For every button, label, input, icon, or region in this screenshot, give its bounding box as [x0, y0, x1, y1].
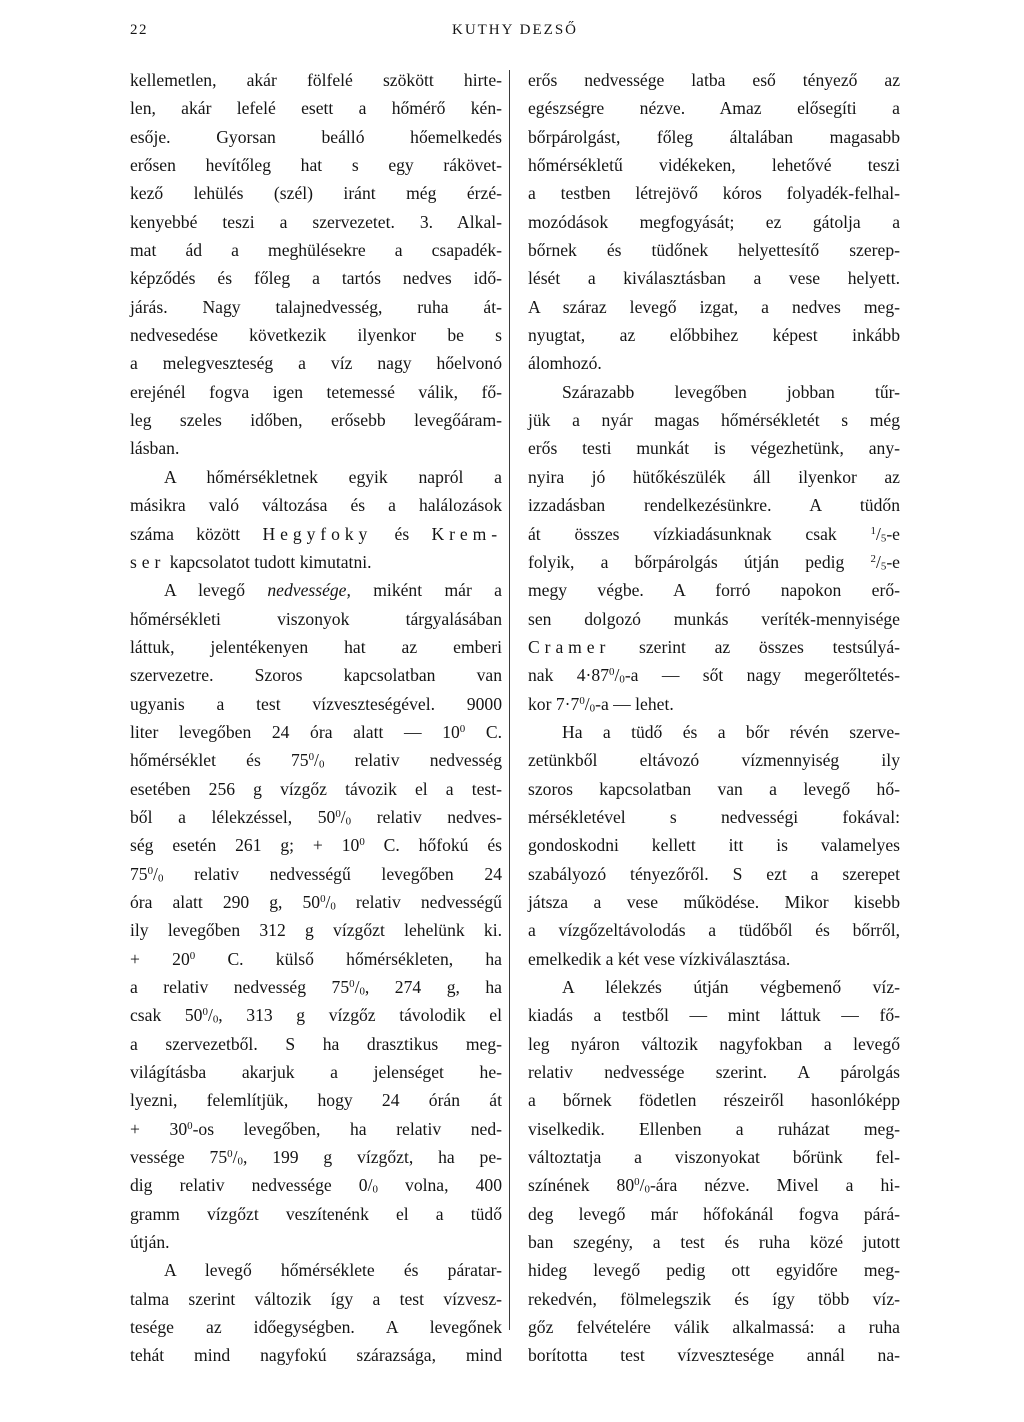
percent-sup: 0	[308, 751, 315, 764]
text-fragment: A levegő	[164, 580, 245, 601]
author-name: ser	[130, 551, 166, 572]
text-fragment: C.	[485, 721, 502, 742]
text-line: nedvesedése következik ilyenkor be s	[130, 325, 502, 346]
text-line: kiadás a testből — mint láttuk — fő-	[528, 1005, 900, 1026]
text-line: a szervezetből. S ha drasztikus meg-	[130, 1033, 502, 1054]
text-line	[130, 1001, 502, 1029]
text-fragment: kor 7·7	[528, 693, 580, 714]
text-line: tesége az időegységben. A levegőnek	[130, 1317, 502, 1338]
text-fragment: volna, 400	[405, 1175, 502, 1196]
text-line: lásban.	[130, 438, 180, 459]
text-line: erős testi munkát is végezhetünk, any-	[528, 438, 900, 459]
text-line	[130, 718, 502, 746]
percent-sub: 0	[345, 815, 352, 828]
text-line: hideg levegő pedig ott egyidőre meg-	[528, 1260, 900, 1281]
percent-sup: 0	[609, 666, 615, 679]
text-line	[130, 1115, 502, 1143]
percent-sup: 0	[320, 892, 326, 905]
text-line: ban szegény, a test és ruha közé jutott	[528, 1232, 900, 1253]
text-line: leg nyáron változik nagyfokban a levegő	[528, 1033, 900, 1054]
text-line: esetében 256 g vízgőz távozik el a test-	[130, 778, 502, 799]
percent-slash: /	[614, 665, 620, 686]
text-line: zetünkből eltávozó vízmennyiség ily	[528, 750, 900, 771]
text-line: álomhozó.	[528, 353, 602, 374]
text-line: kező lehülés (szél) iránt még érzé-	[130, 183, 502, 204]
text-line: gramm vízgőzt veszítenénk el a tüdő	[130, 1203, 502, 1224]
text-line: Ha a tüdő és a bőr révén szerve-	[562, 721, 900, 742]
text-line: lését a kiválasztásban a vese helyett.	[528, 268, 900, 289]
text-fragment: ség esetén 261 g; + 10	[130, 835, 360, 856]
text-fragment: , 274 g, ha	[364, 977, 502, 997]
text-line: lyezni, felemlítjük, hogy 24 órán át	[130, 1090, 502, 1111]
text-fragment: -os levegőben, ha relativ ned-	[192, 1118, 502, 1139]
text-line: rekedvén, fölmelegszik és így több víz-	[528, 1288, 900, 1309]
percent-slash: /	[367, 1175, 373, 1196]
text-line: A levegő hőmérséklete és páratar-	[164, 1260, 502, 1281]
text-fragment: -ára nézve. Mivel a hi-	[649, 1175, 901, 1196]
percent-sup: 0	[579, 694, 585, 707]
degree-sup: 0	[187, 1119, 193, 1132]
emphasis-text: nedvessége,	[267, 580, 351, 601]
percent-slash: /	[325, 891, 331, 912]
text-line: kellemetlen, akár fölfelé szökött hirte-	[130, 70, 502, 90]
text-line: nyugtat, az előbbihez képest inkább	[528, 325, 900, 346]
text-fragment: nak 4·87	[528, 665, 610, 686]
text-line: izzadásban rendelkezésünkre. A tüdőn	[528, 495, 900, 516]
text-line	[528, 1171, 900, 1199]
percent-sub: 0	[619, 673, 625, 686]
text-line	[130, 888, 502, 916]
text-line: A lélekzés útján végbemenő víz-	[562, 977, 900, 997]
page-header	[130, 22, 900, 46]
text-line	[528, 520, 900, 548]
right-column	[528, 66, 900, 1370]
column-divider	[509, 70, 510, 1330]
text-line: bőrnek és tüdőnek helyettesítő szerep-	[528, 240, 900, 261]
percent-sub: 0	[372, 1184, 378, 1197]
text-line: erős nedvessége latba eső tényező az	[528, 70, 900, 90]
percent-slash: /	[354, 977, 360, 997]
text-line	[528, 690, 900, 718]
text-line: játsza a vese működése. Mikor kisebb	[528, 891, 900, 912]
percent-sup: 0	[335, 807, 341, 820]
text-fragment: -a — sőt nagy megerőltetés-	[624, 665, 900, 686]
percent-sup: 0	[349, 978, 355, 990]
text-line	[130, 1171, 502, 1199]
text-fragment: ből a lélekzéssel, 50	[130, 806, 336, 827]
text-line: talma szerint változik így a test vízvesz-	[130, 1288, 502, 1309]
text-fragment: dig relativ nedvessége 0	[130, 1175, 368, 1196]
percent-slash: /	[314, 750, 319, 771]
text-fragment: -e	[886, 523, 900, 544]
text-fragment: szerint az összes testsúlyá-	[639, 636, 901, 657]
text-fragment: hőmérséklet és 75	[130, 750, 309, 771]
text-line: mérsékletével s nedvességi fokával:	[528, 806, 900, 827]
left-column	[130, 66, 502, 1370]
fraction-slash: /	[875, 551, 881, 572]
percent-slash: /	[207, 1005, 213, 1026]
percent-slash: /	[639, 1175, 645, 1196]
text-line: hőmérsékletű vidékeken, lehetővé teszi	[528, 155, 900, 176]
text-fragment: + 30	[130, 1118, 188, 1139]
fraction-slash: /	[875, 523, 881, 544]
author-name: Cramer	[528, 636, 611, 657]
text-line	[130, 576, 502, 604]
text-line: nyira jó hütőkészülék áll ilyenkor az	[528, 466, 900, 487]
percent-slash: /	[232, 1147, 238, 1168]
text-line: útján.	[130, 1232, 170, 1253]
text-fragment: vessége 75	[130, 1147, 228, 1168]
percent-slash: /	[584, 693, 590, 714]
text-fragment: miként már a	[373, 580, 502, 601]
text-fragment: száma között	[130, 523, 241, 544]
text-line	[528, 633, 900, 661]
text-line	[130, 945, 502, 973]
text-fragment: kapcsolatot tudott kimutatni.	[169, 551, 372, 572]
text-fragment: relativ nedves-	[376, 806, 502, 827]
text-line	[130, 520, 502, 548]
percent-sub: 0	[318, 758, 325, 771]
text-line: egészségre nézve. Amaz elősegíti a	[528, 98, 900, 119]
percent-slash: /	[153, 863, 158, 884]
text-line	[528, 661, 900, 689]
text-line: emelkedik a két vese vízkiválasztása.	[528, 948, 791, 969]
fraction-numerator: 2	[870, 552, 876, 565]
text-fragment: relativ nedvességű	[355, 891, 502, 912]
text-line: A száraz levegő izgat, a nedves meg-	[528, 296, 900, 317]
percent-sub: 0	[330, 900, 336, 913]
text-line: gondoskodni kellett itt is valamelyes	[528, 835, 900, 856]
text-line: a melegveszteség a víz nagy hőelvonó	[130, 353, 502, 374]
text-line: viselkedik. Ellenben a ruházat meg-	[528, 1118, 900, 1139]
text-line: kenyebbé teszi a szervezetet. 3. Alkal-	[130, 211, 502, 232]
text-fragment: , 199 g vízgőzt, ha pe-	[242, 1147, 502, 1168]
percent-sub: 0	[644, 1184, 650, 1197]
text-line: borította test vízvesztesége annál na-	[528, 1345, 900, 1366]
text-line	[130, 831, 502, 859]
text-line	[130, 1143, 502, 1171]
percent-sub: 0	[212, 1013, 219, 1026]
text-line: ugyanis a test vízveszteségével. 9000	[130, 693, 502, 714]
text-line: bőrpárolgást, főleg általában magasabb	[528, 126, 900, 147]
text-fragment: -a — lehet.	[595, 693, 674, 714]
text-line: szabályozó tényezőről. S ezt a szerepet	[528, 863, 900, 884]
text-fragment: -e	[886, 551, 900, 572]
author-name: Hegyfoky	[262, 523, 373, 544]
text-fragment: relativ nedvesség	[354, 750, 502, 771]
percent-sub: 0	[157, 872, 164, 885]
text-fragment: a relativ nedvesség 75	[130, 977, 350, 997]
fraction-numerator: 1	[870, 524, 876, 537]
degree-sup: 0	[189, 949, 196, 962]
text-fragment: relativ nedvességű levegőben 24	[194, 863, 502, 884]
author-name: Krem-	[431, 523, 503, 544]
text-line: változtatja a viszonyokat bőrünk fel-	[528, 1147, 900, 1168]
percent-sub: 0	[359, 985, 365, 998]
text-line: sen dolgozó munkás veríték-mennyisége	[528, 608, 900, 629]
text-line	[130, 803, 502, 831]
text-line	[130, 973, 502, 1001]
text-fragment: + 20	[130, 948, 190, 969]
text-line	[130, 746, 502, 774]
text-line: ily levegőben 312 g vízgőzt lehelünk ki.	[130, 920, 502, 941]
percent-sup: 0	[202, 1006, 208, 1019]
text-line	[130, 548, 502, 576]
text-line	[528, 548, 900, 576]
percent-sup: 0	[227, 1148, 233, 1161]
fraction-denominator: 5	[880, 532, 887, 545]
text-line: len, akár lefelé esett a hőmérő kén-	[130, 98, 502, 119]
text-line: erejénél fogva igen tetemessé válik, fő-	[130, 381, 502, 402]
text-line: másikra való változása és a halálozások	[130, 495, 502, 516]
percent-sup: 0	[147, 864, 154, 877]
text-line: a vízgőzeltávolodás a tüdőből és bőrről,	[528, 920, 900, 941]
degree-sup: 0	[359, 836, 365, 849]
text-line: Szárazabb levegőben jobban tűr-	[562, 381, 900, 402]
text-line: esője. Gyorsan beálló hőemelkedés	[130, 126, 502, 147]
text-line: képződés és főleg a tartós nedves idő-	[130, 268, 502, 289]
text-fragment: , 313 g vízgőz távolodik el	[218, 1005, 502, 1026]
text-fragment: C. hőfokú és	[383, 835, 502, 856]
text-line: jük a nyár magas hőmérsékletét s még	[528, 410, 900, 431]
page-number: 22	[130, 22, 148, 38]
text-fragment: 75	[130, 863, 148, 884]
text-fragment: óra alatt 290 g, 50	[130, 891, 321, 912]
percent-sub: 0	[237, 1155, 243, 1168]
text-fragment: liter levegőben 24 óra alatt — 10	[130, 721, 460, 742]
text-line: szervezetre. Szoros kapcsolatban van	[130, 665, 502, 686]
text-line: tehát mind nagyfokú szárazsága, mind	[130, 1345, 502, 1366]
text-line: erősen hevítőleg hat s egy rákövet-	[130, 155, 502, 176]
text-line: deg levegő már hőfokánál fogva párá-	[528, 1203, 900, 1224]
text-line: megy végbe. A forró napokon erő-	[528, 580, 900, 601]
text-line: láttuk, jelentékenyen hat az emberi	[130, 636, 502, 657]
text-line: mozódások megfogyását; ez gátolja a	[528, 211, 900, 232]
text-line: A hőmérsékletnek egyik napról a	[164, 466, 502, 487]
text-line: világításba akarjuk a jelenséget he-	[130, 1062, 502, 1083]
percent-sup: 0	[634, 1176, 640, 1189]
text-fragment: színének 80	[528, 1175, 635, 1196]
text-line: járás. Nagy talajnedvesség, ruha át-	[130, 296, 502, 317]
text-line: mat ád a meghülésekre a csapadék-	[130, 240, 502, 261]
text-line: a bőrnek födetlen részeiről hasonlóképp	[528, 1090, 900, 1111]
text-line: relativ nedvessége szerint. A párolgás	[528, 1062, 900, 1083]
degree-sup: 0	[459, 722, 466, 735]
text-fragment: C. külső hőmérsékleten, ha	[227, 948, 502, 969]
text-line: hőmérsékleti viszonyok tárgyalásában	[130, 608, 502, 629]
text-fragment: és	[394, 523, 410, 544]
fraction-denominator: 5	[880, 560, 887, 573]
text-line: gőz felvételére válik alkalmassá: a ruha	[528, 1317, 900, 1338]
text-line: szoros kapcsolatban van a levegő hő-	[528, 778, 900, 799]
running-title: KUTHY DEZSŐ	[451, 22, 579, 38]
text-fragment: át összes vízkiadásunknak csak	[528, 523, 837, 544]
percent-sub: 0	[589, 702, 596, 715]
text-fragment: csak 50	[130, 1005, 203, 1026]
text-line: leg szeles időben, erősebb levegőáram-	[130, 410, 502, 431]
percent-slash: /	[340, 806, 346, 827]
text-fragment: folyik, a bőrpárolgás útján pedig	[528, 551, 845, 572]
text-line	[130, 860, 502, 888]
text-line: a testben létrejövő kóros folyadék-felhal-	[528, 183, 900, 204]
